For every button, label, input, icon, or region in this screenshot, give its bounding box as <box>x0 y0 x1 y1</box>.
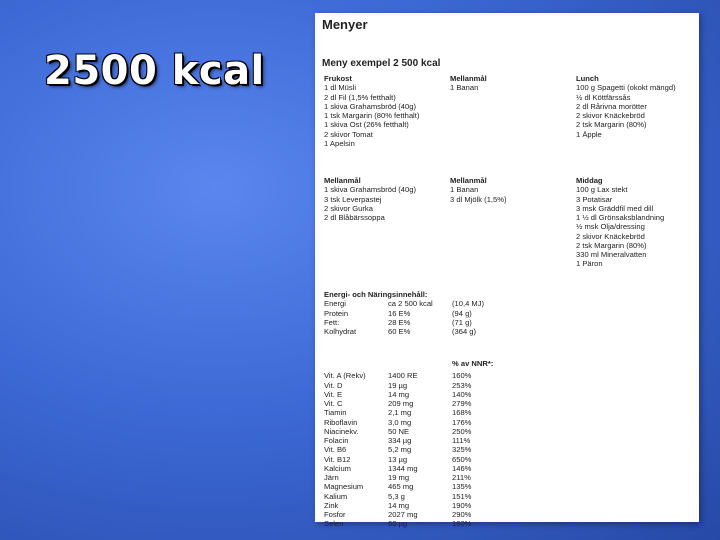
mellanmal-1-section <box>450 74 487 93</box>
vitamin-value: 5,2 mg <box>388 445 412 455</box>
mellanmal-2-heading: Mellanmål <box>324 176 361 185</box>
document-title: Menyer <box>322 17 368 32</box>
middag-item: 3 Potatisar <box>576 194 613 204</box>
mellanmal-3-heading: Mellanmål <box>450 176 487 185</box>
vitamin-pct: 176% <box>452 417 472 427</box>
vitamin-name: Vit. E <box>324 389 343 399</box>
vitamin-pct: 160% <box>452 519 472 529</box>
vitamin-name: Kalcium <box>324 463 352 473</box>
vitamin-name: Riboflavin <box>324 417 358 427</box>
vitamin-row <box>324 464 493 473</box>
vitamin-pct: 325% <box>452 445 472 455</box>
vitamin-value: 50 NE <box>388 426 410 436</box>
energy-heading: Energi- och Näringsinnehåll: <box>324 290 428 299</box>
energy-extra: (71 g) <box>452 317 472 327</box>
vitamin-value: 209 mg <box>388 399 414 408</box>
frukost-heading: Frukost <box>324 74 352 83</box>
energy-value: ca 2 500 kcal <box>388 299 433 309</box>
vitamin-value: 5,3 g <box>388 491 405 501</box>
middag-item: 330 ml Mineralvatten <box>576 250 647 259</box>
vitamin-value: 13 µg <box>388 454 408 464</box>
frukost-item: 1 dl Müsli <box>324 83 357 93</box>
lunch-item: 2 skivor Knäckebröd <box>576 111 645 120</box>
frukost-item: 1 tsk Margarin (80% fetthalt) <box>324 111 420 120</box>
lunch-item: 2 dl Rårivna morötter <box>576 101 647 111</box>
energy-extra: (94 g) <box>452 308 472 318</box>
vitamin-row <box>324 390 493 399</box>
vitamin-value: 3,0 mg <box>388 417 412 427</box>
vitamin-heading: % av NNR*: <box>452 359 494 368</box>
menu-document <box>315 13 699 529</box>
vitamin-pct: 111% <box>452 436 471 445</box>
vitamin-pct: 160% <box>452 371 472 381</box>
middag-item: 2 skivor Knäckebröd <box>576 231 645 241</box>
vitamin-value: 14 mg <box>388 500 410 510</box>
lunch-item: 1 Äpple <box>576 129 602 139</box>
vitamin-pct: 140% <box>452 389 472 399</box>
mellanmal-2-item: 2 dl Blåbärssoppa <box>324 213 385 222</box>
vitamin-row <box>324 436 493 445</box>
vitamin-value: 1344 mg <box>388 463 418 473</box>
energy-row <box>324 318 484 327</box>
vitamin-value: 2027 mg <box>388 510 418 519</box>
energy-name: Fett: <box>324 317 340 327</box>
lunch-item: 2 tsk Margarin (80%) <box>576 120 647 130</box>
frukost-item: 1 skiva Ost (26% fetthalt) <box>324 120 409 130</box>
vitamin-name: Vit. A (Rekv) <box>324 371 366 381</box>
energy-extra: (10,4 MJ) <box>452 299 485 309</box>
mellanmal-1-item: 1 Banan <box>450 83 479 93</box>
energy-row <box>324 299 484 308</box>
middag-item: 1 ½ dl Grönsaksblandning <box>576 213 665 222</box>
middag-section <box>576 176 664 269</box>
vitamin-pct: 190% <box>452 500 472 510</box>
document-subtitle: Meny exempel 2 500 kcal <box>322 58 441 69</box>
vitamin-name: Fosfor <box>324 510 346 519</box>
vitamin-value: 19 µg <box>388 380 408 390</box>
mellanmal-3-item: 1 Banan <box>450 185 479 195</box>
middag-item: 2 tsk Margarin (80%) <box>576 240 647 250</box>
vitamin-row <box>324 501 493 510</box>
vitamin-pct: 146% <box>452 463 472 473</box>
mellanmal-2-item: 1 skiva Grahamsbröd (40g) <box>324 185 417 195</box>
mellanmal-3-section <box>450 176 507 204</box>
energy-extra: (364 g) <box>452 327 477 336</box>
energy-value: 16 E% <box>388 308 411 318</box>
lunch-item: 100 g Spagetti (okokt mängd) <box>576 83 676 93</box>
mellanmal-1-heading: Mellanmål <box>450 74 487 83</box>
lunch-heading: Lunch <box>576 74 599 83</box>
vitamin-row <box>324 519 493 528</box>
vitamin-value: 60 µg <box>388 519 408 529</box>
vitamin-name: Vit. B12 <box>324 454 351 464</box>
vitamin-row <box>324 455 493 464</box>
frukost-item: 2 skivor Tomat <box>324 129 373 139</box>
vitamin-value: 465 mg <box>388 482 414 492</box>
lunch-section <box>576 74 676 139</box>
middag-item: ½ msk Olja/dressing <box>576 222 645 232</box>
vitamin-name: Niacinekv. <box>324 426 359 436</box>
mellanmal-2-section <box>324 176 416 222</box>
frukost-item: 1 skiva Grahamsbröd (40g) <box>324 101 417 111</box>
vitamin-name: Magnesium <box>324 482 364 492</box>
vitamin-row <box>324 371 493 380</box>
mellanmal-2-item: 2 skivor Gurka <box>324 203 373 213</box>
vitamin-row <box>324 408 493 417</box>
energy-row <box>324 309 484 318</box>
energy-name: Energi <box>324 299 346 309</box>
energy-row <box>324 327 484 336</box>
vitamin-pct: 650% <box>452 454 472 464</box>
vitamin-pct: 211% <box>452 473 471 482</box>
vitamin-row <box>324 381 493 390</box>
vitamin-value: 2,1 mg <box>388 408 412 418</box>
frukost-item: 2 dl Fil (1,5% fetthalt) <box>324 92 396 102</box>
vitamin-pct: 253% <box>452 380 472 390</box>
vitamin-row <box>324 482 493 491</box>
vitamin-row <box>324 492 493 501</box>
middag-heading: Middag <box>576 176 603 185</box>
middag-item: 3 msk Gräddfil med dill <box>576 203 654 213</box>
vitamin-name: Vit. D <box>324 380 343 390</box>
energy-name: Protein <box>324 308 349 318</box>
frukost-item: 1 Apelsin <box>324 138 355 148</box>
vitamin-name: Folacin <box>324 436 349 445</box>
slide-title: 2500 kcal <box>44 48 265 94</box>
vitamin-pct: 168% <box>452 408 472 418</box>
vitamin-value: 334 µg <box>388 436 412 445</box>
vitamin-row <box>324 473 493 482</box>
vitamin-row <box>324 427 493 436</box>
vitamin-pct: 151% <box>452 491 472 501</box>
vitamin-row <box>324 418 493 427</box>
vitamin-row <box>324 445 493 454</box>
vitamin-pct: 250% <box>452 426 472 436</box>
vitamin-name: Kalium <box>324 491 348 501</box>
vitamin-value: 14 mg <box>388 389 410 399</box>
frukost-section <box>324 74 419 148</box>
lunch-item: ½ dl Köttfärssås <box>576 92 631 102</box>
energy-value: 60 E% <box>388 327 411 336</box>
vitamin-heading-row <box>324 359 493 368</box>
energy-value: 28 E% <box>388 317 411 327</box>
vitamin-row <box>324 510 493 519</box>
energy-name: Kolhydrat <box>324 327 357 336</box>
energy-section <box>324 290 484 336</box>
mellanmal-3-item: 3 dl Mjölk (1,5%) <box>450 194 507 204</box>
vitamin-value: 19 mg <box>388 473 410 482</box>
vitamin-pct: 290% <box>452 510 472 519</box>
vitamin-row <box>324 399 493 408</box>
vitamin-section <box>324 359 493 529</box>
mellanmal-2-item: 3 tsk Leverpastej <box>324 194 382 204</box>
vitamin-name: Järn <box>324 473 339 482</box>
vitamin-value: 1400 RE <box>388 371 418 381</box>
middag-item: 100 g Lax stekt <box>576 185 628 195</box>
middag-item: 1 Päron <box>576 259 603 269</box>
vitamin-name: Tiamin <box>324 408 347 418</box>
vitamin-name: Selen <box>324 519 344 529</box>
vitamin-pct: 135% <box>452 482 472 492</box>
vitamin-pct: 279% <box>452 399 472 408</box>
vitamin-name: Zink <box>324 500 339 510</box>
vitamin-name: Vit. C <box>324 399 343 408</box>
vitamin-name: Vit. B6 <box>324 445 347 455</box>
